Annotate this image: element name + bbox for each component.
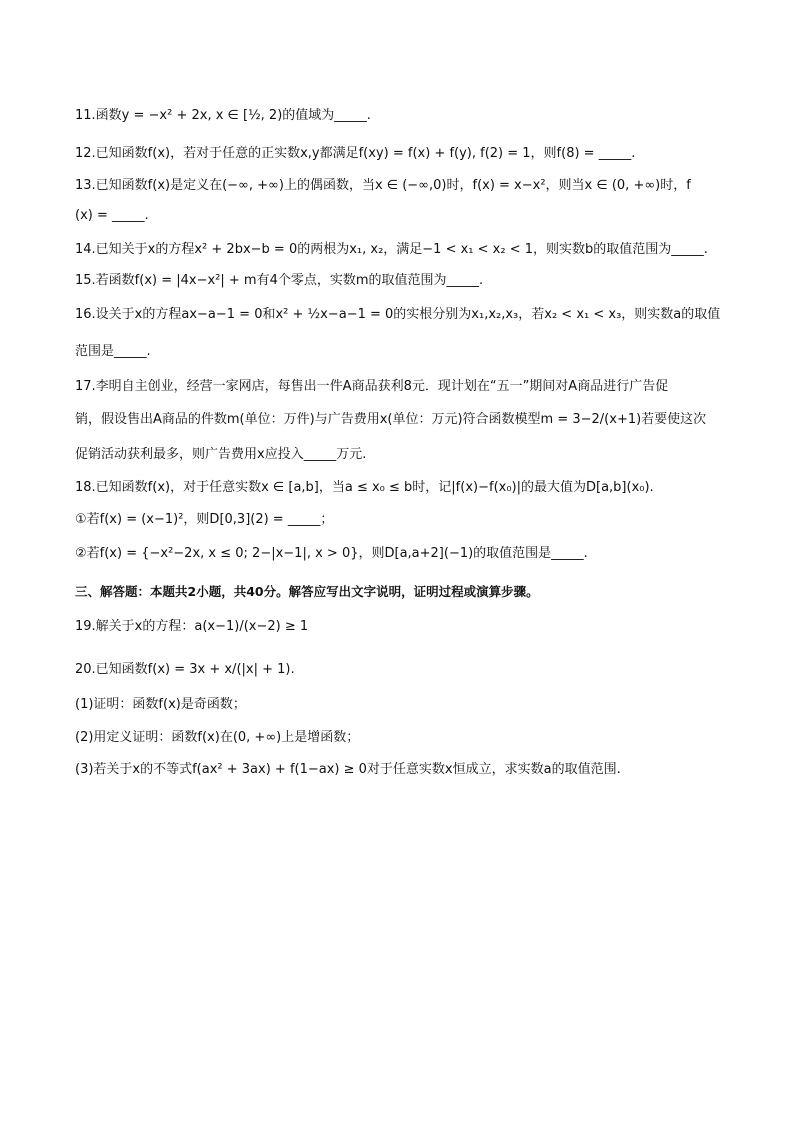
question-14: 14.已知关于x的方程x² + 2bx−b = 0的两根为x₁, x₂，满足−1 < x₁ < x₂ < 1，则实数b的取值范围为_____.	[75, 242, 708, 257]
question-18: 18.已知函数f(x)，对于任意实数x ∈ [a,b]，当a ≤ x₀ ≤ b时，记|f(x)−f(x₀)|的最大值为D[a,b](x₀).	[75, 480, 654, 495]
question-17-line3: 促销活动获利最多，则广告费用x应投入_____万元.	[75, 447, 367, 462]
question-19: 19.解关于x的方程：a(x−1)/(x−2) ≥ 1	[75, 619, 309, 634]
question-20-part1: (1)证明：函数f(x)是奇函数；	[75, 697, 246, 712]
question-13: 13.已知函数f(x)是定义在(−∞, +∞)上的偶函数，当x ∈ (−∞,0)时，f(x) = x−x²，则当x ∈ (0, +∞)时，f	[75, 178, 691, 193]
question-13-continued: (x) = _____.	[75, 208, 149, 223]
question-11: 11.函数y = −x² + 2x, x ∈ [½, 2)的值域为_____.	[75, 108, 371, 123]
question-18-part2: ②若f(x) = {−x²−2x, x ≤ 0; 2−|x−1|, x > 0}，则D[a,a+2](−1)的取值范围是_____.	[75, 546, 588, 561]
question-18-part1: ①若f(x) = (x−1)²，则D[0,3](2) = _____；	[75, 512, 334, 527]
question-20: 20.已知函数f(x) = 3x + x/(|x| + 1).	[75, 662, 295, 677]
question-20-part3: (3)若关于x的不等式f(ax² + 3ax) + f(1−ax) ≥ 0对于任意实数x恒成立，求实数a的取值范围.	[75, 762, 621, 777]
question-15: 15.若函数f(x) = |4x−x²| + m有4个零点，实数m的取值范围为_____.	[75, 273, 484, 288]
question-12: 12.已知函数f(x)，若对于任意的正实数x,y都满足f(xy) = f(x) + f(y), f(2) = 1，则f(8) = _____.	[75, 146, 636, 161]
question-16-continued: 范围是_____.	[75, 344, 151, 359]
question-17: 17.李明自主创业，经营一家网店，每售出一件A商品获利8元．现计划在“五一”期间对A商品进行广告促	[75, 379, 669, 394]
question-20-part2: (2)用定义证明：函数f(x)在(0, +∞)上是增函数；	[75, 730, 360, 745]
question-16: 16.设关于x的方程ax−a−1 = 0和x² + ½x−a−1 = 0的实根分别为x₁,x₂,x₃，若x₂ < x₁ < x₃，则实数a的取值	[75, 307, 721, 322]
question-17-line2: 销，假设售出A商品的件数m(单位：万件)与广告费用x(单位：万元)符合函数模型m = 3−2/(x+1)若要使这次	[75, 412, 707, 427]
section-heading-3: 三、解答题：本题共2小题，共40分。解答应写出文字说明，证明过程或演算步骤。	[75, 584, 539, 599]
